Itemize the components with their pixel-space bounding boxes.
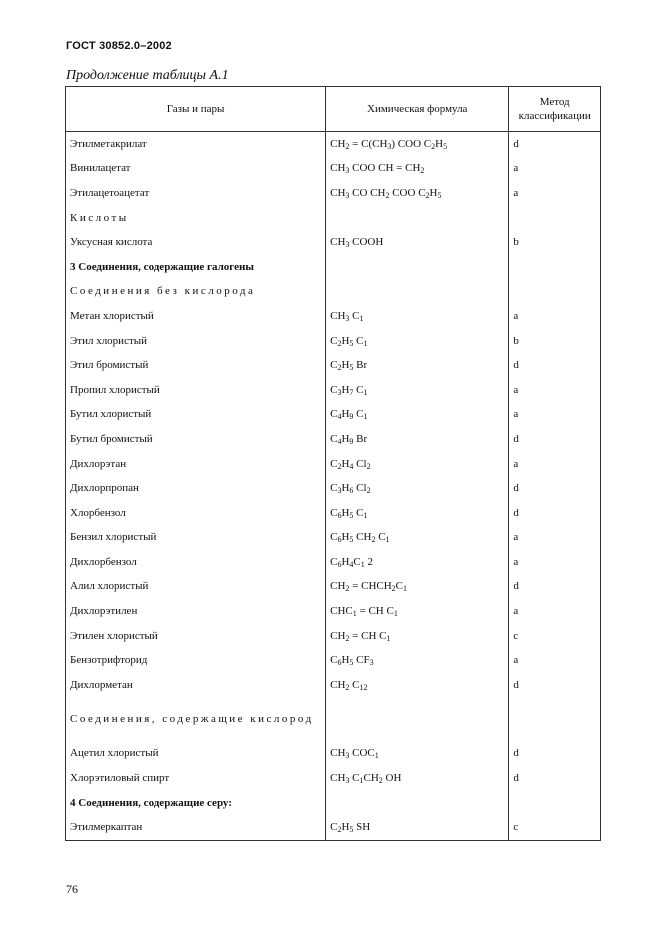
table-row xyxy=(66,427,601,452)
method-cell: a xyxy=(509,378,601,403)
gas-name-cell: Бутил хлористый xyxy=(66,403,326,428)
method-cell xyxy=(509,255,601,280)
table-row xyxy=(66,280,601,305)
method-cell: b xyxy=(509,329,601,354)
formula-cell: $C_2H_5$ Br xyxy=(326,353,509,378)
method-cell: a xyxy=(509,599,601,624)
gas-name-cell: Дихлорэтан xyxy=(66,452,326,477)
table-row xyxy=(66,181,601,206)
gas-name-cell: Хлорбензол xyxy=(66,501,326,526)
table-header-row xyxy=(66,87,601,132)
table-row xyxy=(66,157,601,182)
table-row xyxy=(66,526,601,551)
gas-name-cell: Дихлорэтилен xyxy=(66,599,326,624)
gas-name-cell: Пропил хлористый xyxy=(66,378,326,403)
column-header-formula: Химическая формула xyxy=(326,87,509,132)
table-row xyxy=(66,791,601,816)
page-number: 76 xyxy=(66,882,78,896)
formula-cell: $C_6H_5$ $C_1$ xyxy=(326,501,509,526)
gas-name-cell: Соединения без кислорода xyxy=(66,280,326,305)
gas-classification-table xyxy=(65,86,601,841)
table-row xyxy=(66,132,601,157)
formula-cell xyxy=(326,206,509,231)
gas-name-cell: Кислоты xyxy=(66,206,326,231)
gas-name-cell: 4 Соединения, содержащие серу: xyxy=(66,791,326,816)
gas-name-cell: Метан хлористый xyxy=(66,304,326,329)
table-row xyxy=(66,575,601,600)
gas-name-cell: Ацетил хлористый xyxy=(66,742,326,767)
table-row xyxy=(66,206,601,231)
method-cell xyxy=(509,280,601,305)
gas-name-cell: Бутил бромистый xyxy=(66,427,326,452)
gas-name-cell: Этил хлористый xyxy=(66,329,326,354)
gas-name-cell: Этилметакрилат xyxy=(66,132,326,157)
table-row xyxy=(66,648,601,673)
method-cell: a xyxy=(509,550,601,575)
gas-name-cell: Дихлорметан xyxy=(66,673,326,698)
gas-name-cell: Этил бромистый xyxy=(66,353,326,378)
formula-cell: $CH_2 = C(CH_3)$ COO $C_2H_5$ xyxy=(326,132,509,157)
method-cell: d xyxy=(509,766,601,791)
method-cell: d xyxy=(509,673,601,698)
method-cell xyxy=(509,206,601,231)
formula-cell xyxy=(326,280,509,305)
method-cell: d xyxy=(509,476,601,501)
table-row xyxy=(66,403,601,428)
table-row xyxy=(66,255,601,280)
formula-cell xyxy=(326,255,509,280)
method-cell: a xyxy=(509,304,601,329)
table-row xyxy=(66,599,601,624)
method-cell: a xyxy=(509,526,601,551)
method-cell: d xyxy=(509,575,601,600)
formula-cell: $CH_3$ CO $CH_2$ COO $C_2H_5$ xyxy=(326,181,509,206)
method-cell: a xyxy=(509,648,601,673)
table-row xyxy=(66,766,601,791)
gas-name-cell: 3 Соединения, содержащие галогены xyxy=(66,255,326,280)
method-cell: d xyxy=(509,501,601,526)
gas-name-cell: Соединения, содержащие кислород xyxy=(66,698,326,742)
formula-cell: $CH_2$ $C_{12}$ xyxy=(326,673,509,698)
table-row xyxy=(66,698,601,742)
table-row xyxy=(66,452,601,477)
formula-cell: $C_2H_5$ $C_1$ xyxy=(326,329,509,354)
method-cell: c xyxy=(509,815,601,840)
gas-name-cell: Винилацетат xyxy=(66,157,326,182)
formula-cell: $CH_3$ $C_1CH_2$ OH xyxy=(326,766,509,791)
method-cell xyxy=(509,698,601,742)
gas-name-cell: Бензотрифторид xyxy=(66,648,326,673)
gas-name-cell: Дихлорбензол xyxy=(66,550,326,575)
method-cell: d xyxy=(509,353,601,378)
method-cell: d xyxy=(509,427,601,452)
gas-name-cell: Алил хлористый xyxy=(66,575,326,600)
formula-cell: $C_2H_4$ $Cl_2$ xyxy=(326,452,509,477)
method-cell: a xyxy=(509,181,601,206)
gas-name-cell: Хлорэтиловый спирт xyxy=(66,766,326,791)
formula-cell: $CH_3$ $COC_1$ xyxy=(326,742,509,767)
column-header-method: Метод классификации xyxy=(509,87,601,132)
gas-name-cell: Дихлорпропан xyxy=(66,476,326,501)
table-row xyxy=(66,673,601,698)
formula-cell: $CH_2$ = $CHCH_2C_1$ xyxy=(326,575,509,600)
table-row xyxy=(66,815,601,840)
table-row xyxy=(66,624,601,649)
formula-cell: $C_6H_5$ $CF_3$ xyxy=(326,648,509,673)
table-row xyxy=(66,304,601,329)
method-cell: c xyxy=(509,624,601,649)
method-cell: a xyxy=(509,157,601,182)
formula-cell: $C_4H_9$ Br xyxy=(326,427,509,452)
formula-cell: $CH_3$ COOH xyxy=(326,230,509,255)
formula-cell: $C_6H_5$ $CH_2$ $C_1$ xyxy=(326,526,509,551)
method-cell: a xyxy=(509,403,601,428)
method-cell: b xyxy=(509,230,601,255)
formula-cell: $C_3H_7$ $C_1$ xyxy=(326,378,509,403)
table-row xyxy=(66,550,601,575)
gas-name-cell: Этилацетоацетат xyxy=(66,181,326,206)
gas-name-cell: Уксусная кислота xyxy=(66,230,326,255)
formula-cell: $CH_3$ $C_1$ xyxy=(326,304,509,329)
column-header-gases: Газы и пары xyxy=(66,87,326,132)
table-row xyxy=(66,353,601,378)
formula-cell xyxy=(326,791,509,816)
gas-name-cell: Этилен хлористый xyxy=(66,624,326,649)
table-row xyxy=(66,501,601,526)
method-cell: d xyxy=(509,132,601,157)
document-code: ГОСТ 30852.0–2002 xyxy=(66,40,172,52)
table-row xyxy=(66,476,601,501)
gas-name-cell: Бензил хлористый xyxy=(66,526,326,551)
method-cell: a xyxy=(509,452,601,477)
table-row xyxy=(66,329,601,354)
table-row xyxy=(66,378,601,403)
formula-cell: $C_4H_9$ $C_1$ xyxy=(326,403,509,428)
table-caption: Продолжение таблицы А.1 xyxy=(66,68,229,83)
method-cell xyxy=(509,791,601,816)
gas-name-cell: Этилмеркаптан xyxy=(66,815,326,840)
formula-cell: $C_2H_5$ SH xyxy=(326,815,509,840)
table-row xyxy=(66,230,601,255)
formula-cell: $C_6H_4C_1$ 2 xyxy=(326,550,509,575)
formula-cell: $CH_3$ COO CH = $CH_2$ xyxy=(326,157,509,182)
method-cell: d xyxy=(509,742,601,767)
formula-cell: $CH_2$ = CH $C_1$ xyxy=(326,624,509,649)
formula-cell: $C_3H_6$ $Cl_2$ xyxy=(326,476,509,501)
formula-cell: $CHC_1$ = CH $C_1$ xyxy=(326,599,509,624)
formula-cell xyxy=(326,698,509,742)
table-row xyxy=(66,742,601,767)
